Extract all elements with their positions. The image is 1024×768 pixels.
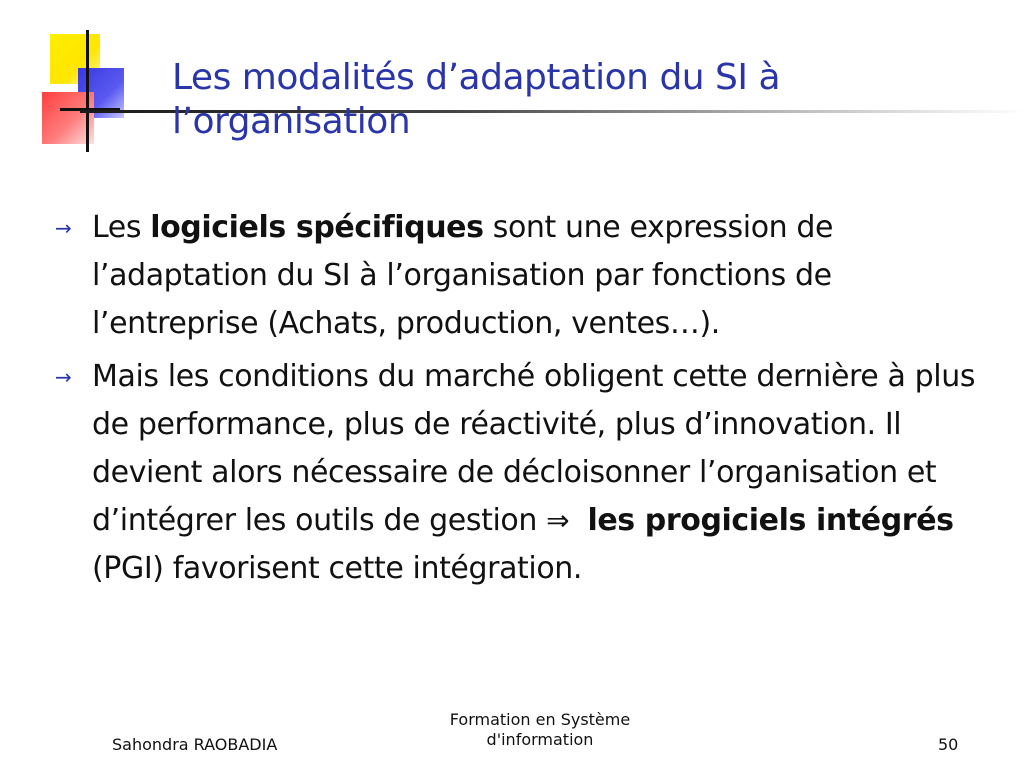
bullet-item-1 xyxy=(55,204,1000,348)
title-line-1: Les modalités d’adaptation du SI à xyxy=(172,57,781,98)
decorative-squares-logo xyxy=(38,30,138,160)
footer-course-line-1: Formation en Système xyxy=(449,710,631,729)
arrow-right-icon: → xyxy=(55,216,72,240)
bullet-1-text-post: sont une expression de l’adaptation du SI à l’organisation par fonctions de l’entreprise (Achats, production, ventes…). xyxy=(92,210,834,341)
footer-course-title xyxy=(410,710,670,750)
bullet-1-text-pre: Les xyxy=(92,210,151,245)
implies-arrow-icon: ⇒ xyxy=(546,504,570,537)
bullet-1-text-bold: logiciels spécifiques xyxy=(150,210,484,245)
slide-title xyxy=(172,56,992,144)
bullet-item-2 xyxy=(55,353,1000,593)
footer-author: Sahondra RAOBADIA xyxy=(112,735,278,754)
logo-vertical-line xyxy=(86,30,89,152)
footer-page-number: 50 xyxy=(938,735,959,754)
bullet-2-text-post: (PGI) favorisent cette intégration. xyxy=(92,551,583,586)
title-line-2: l’organisation xyxy=(172,101,411,142)
footer-course-line-2: d'information xyxy=(486,730,594,749)
arrow-right-icon: → xyxy=(55,365,72,389)
bullet-2-text-bold: les progiciels intégrés xyxy=(587,503,954,538)
bullet-2-text-pre: Mais les conditions du marché obligent cette dernière à plus de performance, plus de réactivité, plus d’innovation. Il devient alors nécessaire de décloisonner l’organisation et d’intégrer les outils de gestion xyxy=(92,359,976,538)
slide-body xyxy=(55,204,1000,598)
